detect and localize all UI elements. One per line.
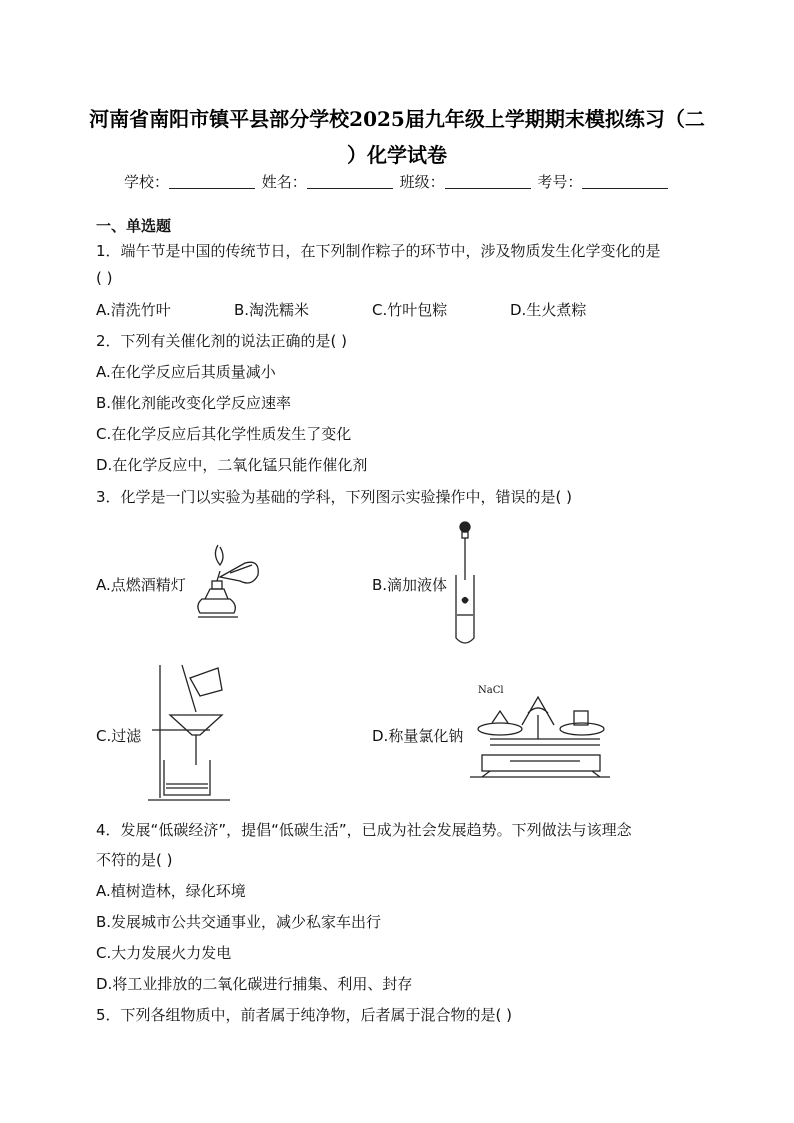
name-label: 姓名： — [261, 173, 307, 191]
number-blank — [582, 174, 668, 189]
q4-option-a: A.植树造林，绿化环境 — [96, 882, 246, 900]
q3-option-c: C.过滤 — [96, 727, 142, 745]
q1-stem-line1: 1．端午节是中国的传统节日，在下列制作粽子的环节中，涉及物质发生化学变化的是 — [96, 242, 661, 260]
q2-option-b: B.催化剂能改变化学反应速率 — [96, 394, 292, 412]
q4-option-b: B.发展城市公共交通事业，减少私家车出行 — [96, 913, 382, 931]
page-title-line2: ）化学试卷 — [347, 143, 447, 167]
q3-option-a: A.点燃酒精灯 — [96, 576, 186, 594]
q2-option-d: D.在化学反应中，二氧化锰只能作催化剂 — [96, 456, 368, 474]
class-label: 班级： — [399, 173, 445, 191]
nacl-label: NaCl — [478, 685, 504, 696]
q4-option-d: D.将工业排放的二氧化碳进行捕集、利用、封存 — [96, 975, 413, 993]
q4-option-c: C.大力发展火力发电 — [96, 944, 232, 962]
q4-stem-line2: 不符的是( ) — [96, 851, 173, 869]
section-heading: 一、单选题 — [96, 217, 172, 235]
q1-option-a: A.清洗竹叶 — [96, 301, 171, 319]
school-blank — [169, 174, 255, 189]
q3-stem: 3．化学是一门以实验为基础的学科，下列图示实验操作中，错误的是( ) — [96, 488, 573, 506]
q1-stem-line2: ( ) — [96, 269, 113, 287]
figure-dropper-test-tube — [452, 520, 482, 650]
q3-option-b: B.滴加液体 — [372, 576, 448, 594]
q1-option-b: B.淘洗糯米 — [234, 301, 310, 319]
q2-option-c: C.在化学反应后其化学性质发生了变化 — [96, 425, 352, 443]
student-info — [124, 171, 670, 192]
q4-stem-line1: 4．发展“低碳经济”，提倡“低碳生活”，已成为社会发展趋势。下列做法与该理念 — [96, 821, 632, 839]
class-blank — [445, 174, 531, 189]
school-label: 学校： — [124, 173, 170, 191]
q5-stem: 5．下列各组物质中，前者属于纯净物，后者属于混合物的是( ) — [96, 1006, 513, 1024]
name-blank — [307, 174, 393, 189]
q1-option-c: C.竹叶包粽 — [372, 301, 448, 319]
figure-filtration — [140, 660, 250, 810]
number-label: 考号： — [537, 173, 583, 191]
figure-alcohol-lamp — [190, 535, 270, 625]
q2-option-a: A.在化学反应后其质量减小 — [96, 363, 276, 381]
q3-option-d: D.称量氯化钠 — [372, 727, 464, 745]
q1-option-d: D.生火煮粽 — [510, 301, 587, 319]
q2-stem: 2．下列有关催化剂的说法正确的是( ) — [96, 332, 348, 350]
figure-balance — [470, 695, 610, 785]
page-title-line1: 河南省南阳市镇平县部分学校2025届九年级上学期期末模拟练习（二 — [89, 107, 705, 131]
